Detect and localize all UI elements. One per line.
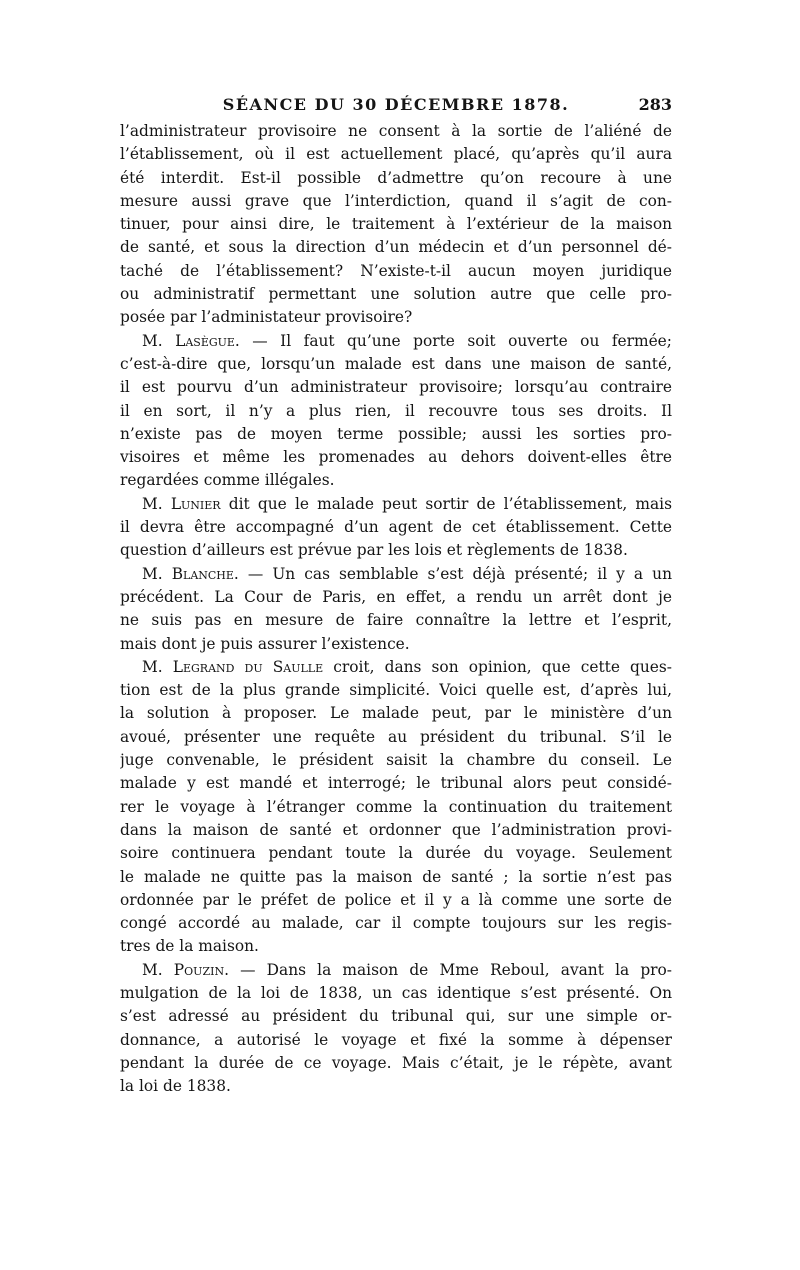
text-line: dans la maison de santé et ordonner que l’administration provi- [120, 820, 672, 839]
text-line: été interdit. Est-il possible d’admettre qu’on recoure à une [120, 168, 672, 187]
text-line: regardées comme illégales. [120, 471, 335, 490]
text-line: soire continuera pendant toute la durée du voyage. Seulement [120, 844, 672, 863]
text-fragment: — Un cas semblable s’est déjà présenté; il y a un [238, 564, 672, 583]
text-line: il en sort, il n’y a plus rien, il recouvre tous ses droits. Il [120, 401, 672, 420]
text-line: n’existe pas de moyen terme possible; aussi les sorties pro- [120, 424, 672, 443]
text-line: il est pourvu d’un administrateur provisoire; lorsqu’au contraire [120, 378, 672, 397]
text-line [120, 656, 672, 679]
text-fragment: croit, dans son opinion, que cette ques- [323, 657, 672, 676]
text-line: rer le voyage à l’étranger comme la continuation du traitement [120, 797, 672, 816]
speaker-name: M. Legrand du Saulle [142, 657, 324, 676]
text-line: s’est adressé au président du tribunal qui, sur une simple or- [120, 1007, 672, 1026]
paragraph [120, 493, 672, 563]
speaker-name: M. Lunier [142, 494, 221, 513]
text-line: il devra être accompagné d’un agent de cet établissement. Cette [120, 518, 672, 537]
speaker-name: M. Lasègue. [142, 331, 240, 350]
text-line: posée par l’administateur provisoire? [120, 308, 413, 327]
text-line: l’administrateur provisoire ne consent à la sortie de l’aliéné de [120, 122, 672, 140]
text-line: précédent. La Cour de Paris, en effet, a rendu un arrêt dont je [120, 587, 672, 606]
text-line: donnance, a autorisé le voyage et fixé la somme à dépenser [120, 1030, 672, 1049]
text-line: avoué, présenter une requête au président du tribunal. S’il le [120, 727, 672, 746]
text-line: mulgation de la loi de 1838, un cas identique s’est présenté. On [120, 983, 672, 1002]
paragraph [120, 563, 672, 656]
text-line [120, 959, 672, 982]
running-head [120, 92, 672, 118]
text-fragment: — Dans la maison de Mme Reboul, avant la pro- [228, 960, 672, 979]
page-number: 283 [638, 95, 672, 114]
paragraph [120, 120, 672, 330]
text-line: l’établissement, où il est actuellement placé, qu’après qu’il aura [120, 145, 672, 164]
text-fragment: dit que le malade peut sortir de l’établissement, mais [220, 494, 672, 513]
running-title: SÉANCE DU 30 DÉCEMBRE 1878. [222, 95, 570, 114]
paragraph [120, 330, 672, 493]
text-line: c’est-à-dire que, lorsqu’un malade est dans une maison de santé, [120, 354, 672, 373]
text-line: de santé, et sous la direction d’un médecin et d’un personnel dé- [120, 238, 672, 257]
text-line: taché de l’établissement? N’existe-t-il aucun moyen juridique [120, 261, 672, 280]
text-line: mais dont je puis assurer l’existence. [120, 634, 410, 653]
text-line: tinuer, pour ainsi dire, le traitement à l’extérieur de la maison [120, 215, 672, 234]
text-line: ordonnée par le préfet de police et il y a là comme une sorte de [120, 890, 672, 909]
text-line: juge convenable, le président saisit la chambre du conseil. Le [120, 751, 672, 770]
text-line: tres de la maison. [120, 937, 259, 956]
text-line: question d’ailleurs est prévue par les lois et règlements de 1838. [120, 541, 628, 560]
text-line: malade y est mandé et interrogé; le tribunal alors peut considé- [120, 774, 672, 793]
text-line: visoires et même les promenades au dehors doivent-elles être [120, 448, 672, 467]
text-line: ne suis pas en mesure de faire connaître la lettre et l’esprit, [120, 611, 672, 630]
text-block [120, 120, 672, 1150]
text-line: tion est de la plus grande simplicité. Voici quelle est, d’après lui, [120, 681, 672, 700]
speaker-name: M. Blanche. [142, 564, 239, 583]
text-line: pendant la durée de ce voyage. Mais c’était, je le répète, avant [120, 1053, 672, 1072]
text-fragment: — Il faut qu’une porte soit ouverte ou fermée; [239, 331, 672, 350]
text-line: ou administratif permettant une solution autre que celle pro- [120, 285, 672, 304]
text-line: la loi de 1838. [120, 1077, 231, 1096]
text-line: la solution à proposer. Le malade peut, par le ministère d’un [120, 704, 672, 723]
paragraph [120, 959, 672, 1099]
text-line: le malade ne quitte pas la maison de santé ; la sortie n’est pas [120, 867, 672, 886]
text-line: mesure aussi grave que l’interdiction, quand il s’agit de con- [120, 191, 672, 210]
speaker-name: M. Pouzin. [142, 960, 229, 979]
text-line [120, 493, 672, 516]
text-line [120, 330, 672, 353]
text-line [120, 563, 672, 586]
paragraph [120, 656, 672, 959]
text-line: congé accordé au malade, car il compte toujours sur les regis- [120, 914, 672, 933]
